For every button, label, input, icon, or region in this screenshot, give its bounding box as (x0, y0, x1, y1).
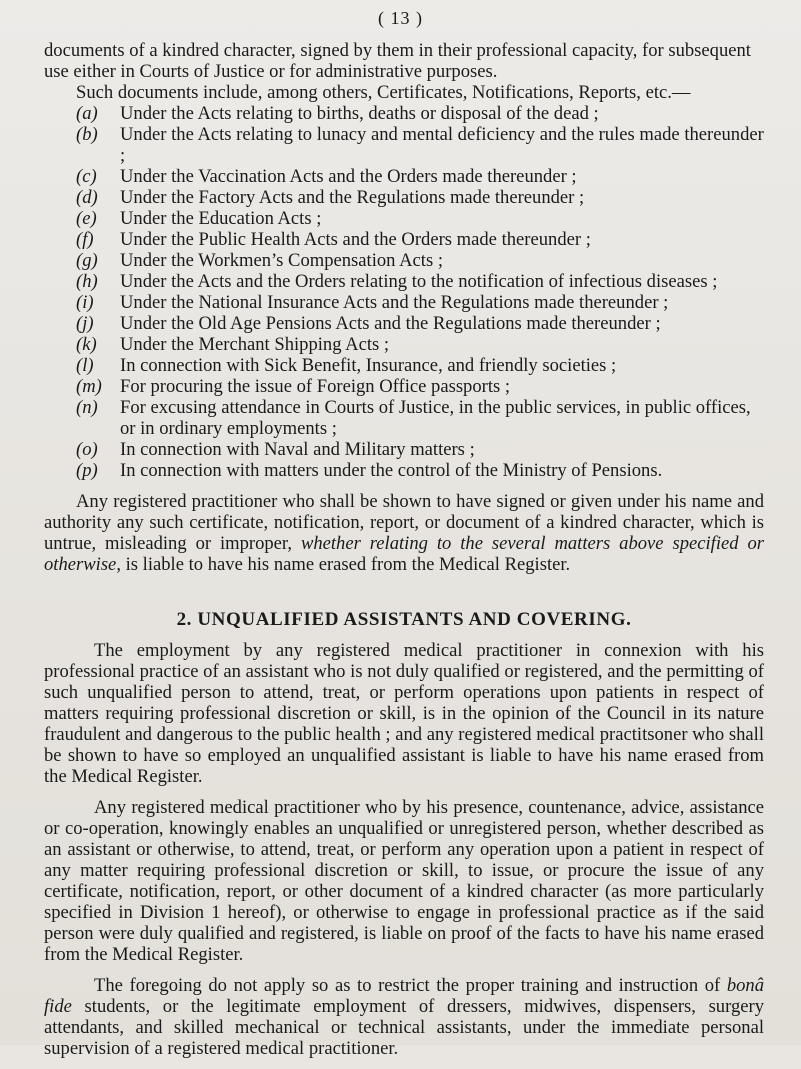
list-intro: Such documents include, among others, Certificates, Notifications, Reports, etc.— (76, 82, 691, 103)
item-text: Under the Workmen’s Compensation Acts ; (120, 250, 443, 271)
item-text: For procuring the issue of Foreign Office passports ; (120, 376, 511, 397)
list-item (44, 460, 764, 481)
paragraph-text: , is liable to have his name erased from the Medical Register. (116, 554, 571, 575)
list-item (44, 334, 764, 355)
document-types-list (44, 103, 764, 481)
list-item (44, 103, 764, 124)
paragraph-employment: The employment by any registered medical practitioner in connexion with his professional practice of an assistant who is not duly qualified or registered, and the permitting of such unqualified person to attend, treat, or perform operations upon patients in respect of matters requiring professional discretion or skill, is in the opinion of the Council in its nature fraudulent and dangerous to the public health ; and any registered medical practitsoner who shall be shown to have so employed an unqualified assistant is liable to have his name erased from the Medical Register. (44, 640, 764, 787)
item-label: (g) (76, 250, 98, 271)
item-label: (d) (76, 187, 98, 208)
list-item (44, 208, 764, 229)
item-text: Under the Acts and the Orders relating to the notification of infectious diseases ; (120, 271, 718, 292)
item-label: (i) (76, 292, 94, 313)
list-item (44, 439, 764, 460)
paragraph-registered-practitioner (44, 491, 764, 575)
paragraph-foregoing (44, 975, 764, 1059)
paragraph-text: students, or the legitimate employment of dressers, midwives, dispensers, surgery attendants, and skilled mechanical or technical assistants, under the immediate personal supervision of a registered medical practitioner. (44, 996, 764, 1059)
item-label: (b) (76, 124, 98, 145)
item-text: For excusing attendance in Courts of Justice, in the public services, in public offices, or in ordinary employments ; (120, 397, 751, 439)
item-text: In connection with matters under the control of the Ministry of Pensions. (120, 460, 663, 481)
item-text: In connection with Sick Benefit, Insurance, and friendly societies ; (120, 355, 617, 376)
item-label: (j) (76, 313, 94, 334)
item-label: (h) (76, 271, 98, 292)
item-label: (c) (76, 166, 97, 187)
item-text: Under the Merchant Shipping Acts ; (120, 334, 390, 355)
item-label: (k) (76, 334, 97, 355)
paragraph-presence: Any registered medical practitioner who by his presence, countenance, advice, assistance or co-operation, knowingly enables an unqualified or unregistered person, whether described as an assistant or otherwise, to attend, treat, or perform any operation upon a patient in respect of any matter requiring professional discretion or skill, to issue, or procure the issue of any certificate, notification, report, or other document of a kindred character (as more particularly specified in Division 1 hereof), or otherwise to engage in professional practice as if the said person were duly qualified and registered, is liable on proof of the facts to have his name erased from the Medical Register. (44, 797, 764, 965)
list-item (44, 292, 764, 313)
paragraph-italic: whether relating to the several matters above specified or otherwise (44, 533, 764, 575)
list-item (44, 271, 764, 292)
item-label: (m) (76, 376, 102, 397)
item-text: Under the Acts relating to births, deaths or disposal of the dead ; (120, 103, 599, 124)
item-label: (n) (76, 397, 98, 418)
list-item (44, 376, 764, 397)
list-item (44, 124, 764, 166)
opening-continuation: documents of a kindred character, signed by them in their professional capacity, for subsequent use either in Courts of Justice or for administrative purposes. (44, 40, 751, 82)
list-item (44, 313, 764, 334)
item-text: Under the National Insurance Acts and the Regulations made thereunder ; (120, 292, 669, 313)
item-text: Under the Education Acts ; (120, 208, 322, 229)
document-body (44, 40, 764, 1069)
item-text: Under the Acts relating to lunacy and mental deficiency and the rules made thereunder ; (120, 124, 764, 166)
list-item (44, 229, 764, 250)
page-number: ( 13 ) (378, 8, 423, 28)
item-label: (a) (76, 103, 98, 124)
item-text: Under the Old Age Pensions Acts and the Regulations made thereunder ; (120, 313, 661, 334)
item-label: (l) (76, 355, 94, 376)
paragraph-text: Any registered practitioner who shall be shown to have signed or given under his name and authority any such certificate, notification, report, or document of a kindred character, which is untrue, misleading or improper, (44, 491, 764, 554)
paragraph-text: The foregoing do not apply so as to restrict the proper training and instruction of (94, 975, 727, 996)
item-label: (e) (76, 208, 97, 229)
item-label: (f) (76, 229, 94, 250)
item-text: Under the Vaccination Acts and the Orders made thereunder ; (120, 166, 577, 187)
item-label: (p) (76, 460, 98, 481)
paragraph-italic: bonâ fide (44, 975, 764, 1017)
list-item (44, 187, 764, 208)
section-heading: 2. UNQUALIFIED ASSISTANTS AND COVERING. (176, 609, 632, 630)
list-item (44, 250, 764, 271)
item-text: Under the Factory Acts and the Regulations made thereunder ; (120, 187, 585, 208)
list-item (44, 166, 764, 187)
item-label: (o) (76, 439, 98, 460)
item-text: Under the Public Health Acts and the Orders made thereunder ; (120, 229, 591, 250)
item-text: In connection with Naval and Military matters ; (120, 439, 475, 460)
list-item (44, 355, 764, 376)
list-item (44, 397, 764, 439)
